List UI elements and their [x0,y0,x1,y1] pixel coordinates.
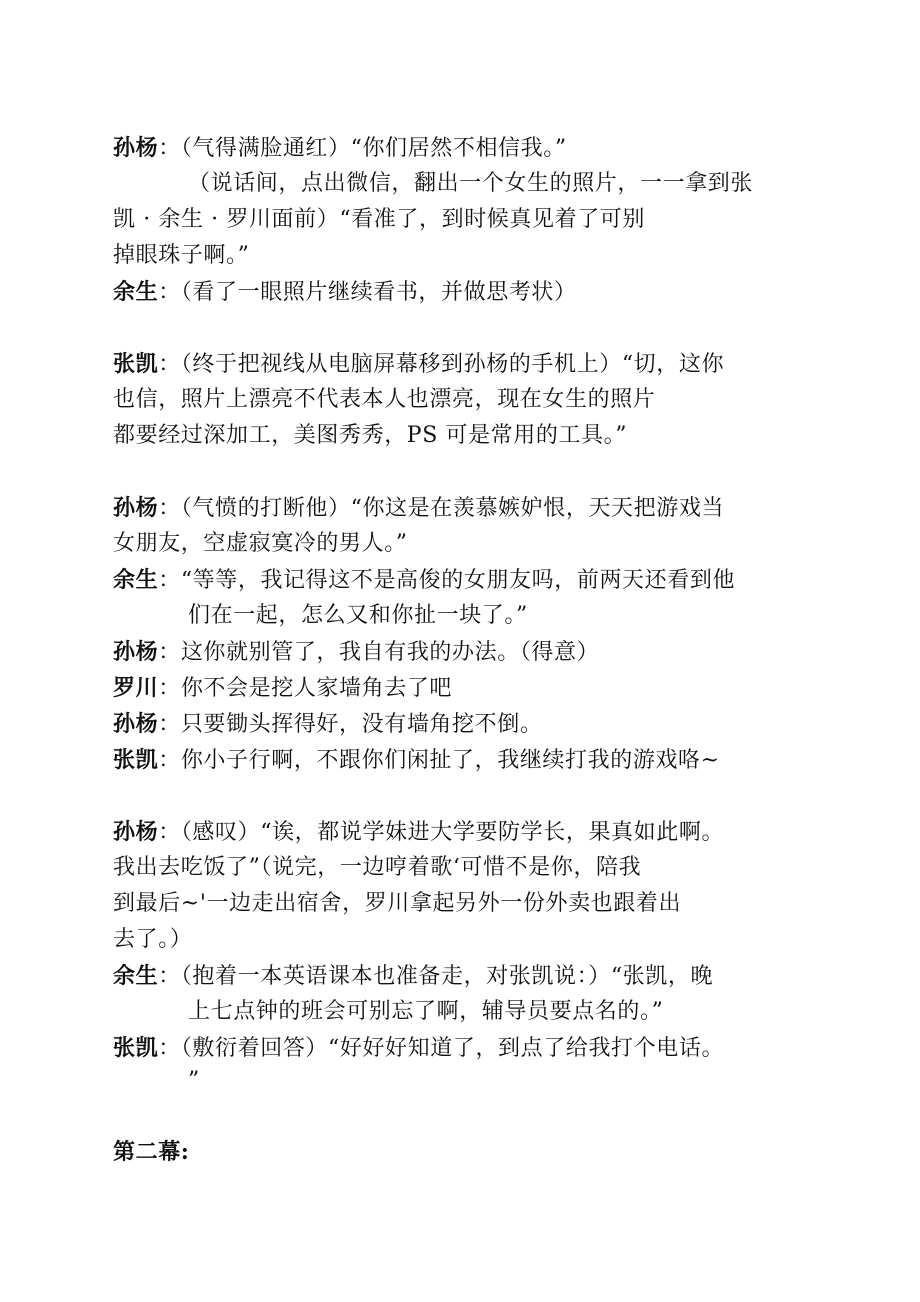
dialogue-line [113,565,735,596]
dialogue-continuation: 上七点钟的班会可别忘了啊，辅导员要点名的。” [188,999,664,1024]
speaker-name: 孙杨 [113,495,159,521]
speaker-colon: ： [158,676,181,701]
dialogue-continuation: 到最后~'一边走出宿舍，罗川拿起另外一份外卖也跟着出 [113,891,682,916]
dialogue-continuation: 凯 · 余生 · 罗川面前）“看准了，到时候真见着了可别 [113,207,646,232]
dialogue-continuation: 去了。） [113,927,193,952]
dialogue-line [113,961,713,992]
speaker-colon: ： [158,712,181,737]
dialogue-text: （看了一眼照片继续看书，并做思考状） [180,280,577,305]
dialogue-line [113,637,599,668]
dialogue-line [113,277,577,308]
speaker-name: 余生 [113,567,159,593]
dialogue-line [113,349,724,380]
speaker-colon: ： [158,964,181,989]
dialogue-continuation: 也信，照片上漂亮不代表本人也漂亮，现在女生的照片 [113,387,656,412]
dialogue-text: （感叹）“诶，都说学妹进大学要防学长，果真如此啊。 [180,820,725,845]
speaker-colon: ： [158,748,181,773]
dialogue-text: 这你就别管了，我自有我的办法。（得意） [180,640,600,665]
dialogue-line [113,493,724,524]
speaker-colon: ： [158,568,181,593]
dialogue-text: （抱着一本英语课本也准备走，对张凯说：）“张凯，晚 [180,964,714,989]
speaker-colon: ： [158,352,181,377]
dialogue-continuation: ” [188,1068,200,1093]
speaker-colon: ： [158,640,181,665]
dialogue-line [113,1033,724,1064]
dialogue-line [113,817,724,848]
speaker-name: 孙杨 [113,639,159,665]
dialogue-line [113,133,567,164]
dialogue-continuation: 们在一起，怎么又和你扯一块了。” [188,603,528,628]
speaker-name: 孙杨 [113,711,159,737]
dialogue-text: 你不会是挖人家墙角去了吧 [180,676,453,701]
speaker-name: 张凯 [113,351,159,377]
speaker-colon: ： [158,1036,181,1061]
dialogue-line [113,745,720,776]
speaker-name: 张凯 [113,747,159,773]
dialogue-text: 你小子行啊，不跟你们闲扯了，我继续打我的游戏咯~ [180,748,720,773]
speaker-name: 孙杨 [113,819,159,845]
dialogue-text: （终于把视线从电脑屏幕移到孙杨的手机上）“切，这你 [180,352,725,377]
speaker-name: 孙杨 [113,135,159,161]
speaker-colon: ： [158,820,181,845]
speaker-name: 罗川 [113,675,159,701]
dialogue-continuation: 都要经过深加工，美图秀秀，PS 可是常用的工具。” [113,423,628,448]
dialogue-text: （敷衍着回答）“好好好知道了，到点了给我打个电话。 [180,1036,725,1061]
dialogue-text: （气愤的打断他）“你这是在羡慕嫉妒恨，天天把游戏当 [180,496,725,521]
dialogue-continuation: 女朋友，空虚寂寞冷的男人。” [113,531,408,556]
dialogue-continuation: 我出去吃饭了”（说完，一边哼着歌‘可惜不是你，陪我 [113,855,642,880]
speaker-colon: ： [158,496,181,521]
speaker-name: 余生 [113,963,159,989]
act-heading: 第二幕: [113,1139,190,1165]
dialogue-text: （气得满脸通红）“你们居然不相信我。” [180,136,567,161]
dialogue-text: “等等，我记得这不是高俊的女朋友吗，前两天还看到他 [180,568,736,593]
speaker-name: 张凯 [113,1035,159,1061]
dialogue-line [113,673,452,704]
dialogue-continuation: 掉眼珠子啊。” [113,243,250,268]
speaker-name: 余生 [113,279,159,305]
speaker-colon: ： [158,280,181,305]
dialogue-line [113,709,542,740]
dialogue-continuation: （说话间，点出微信，翻出一个女生的照片，一一拿到张 [188,171,754,196]
speaker-colon: ： [158,136,181,161]
dialogue-text: 只要锄头挥得好，没有墙角挖不倒。 [180,712,543,737]
